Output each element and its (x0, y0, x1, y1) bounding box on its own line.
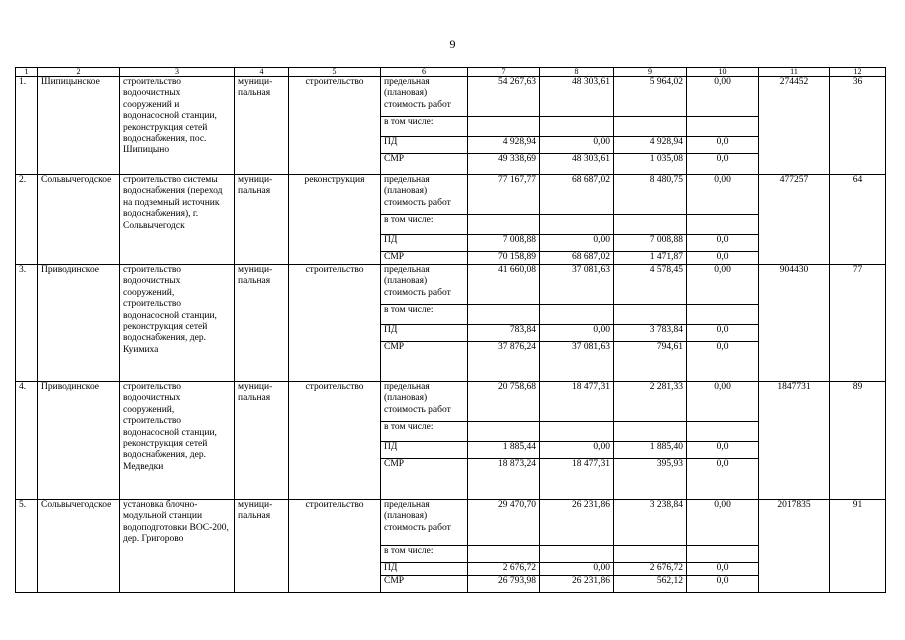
smr-col10: 0,0 (687, 459, 759, 500)
pd-col8: 0,00 (540, 563, 614, 576)
settlement-cell: Сольвычегодское (38, 500, 120, 593)
smr-col9: 562,12 (614, 576, 687, 593)
total-col7: 41 660,08 (468, 265, 540, 305)
pd-col10: 0,0 (687, 235, 759, 252)
pd-label: ПД (381, 563, 468, 576)
empty-cell (614, 422, 687, 442)
investment-table (15, 67, 886, 593)
pd-label: ПД (381, 137, 468, 154)
ownership-cell: муници-пальная (235, 265, 289, 382)
col11-value: 274452 (759, 77, 830, 175)
empty-cell (540, 305, 614, 325)
row-number: 5. (16, 500, 38, 593)
smr-label: СМР (381, 342, 468, 382)
row-number: 4. (16, 382, 38, 500)
including-label: в том числе: (381, 546, 468, 563)
smr-col9: 1 035,08 (614, 154, 687, 175)
settlement-cell: Шипицынское (38, 77, 120, 175)
table-row (16, 500, 886, 546)
empty-cell (687, 305, 759, 325)
pd-label: ПД (381, 235, 468, 252)
including-label: в том числе: (381, 422, 468, 442)
table-row (16, 175, 886, 215)
empty-cell (468, 422, 540, 442)
total-col7: 54 267,63 (468, 77, 540, 117)
empty-cell (687, 422, 759, 442)
work-type-cell: строительство (289, 382, 381, 500)
table-row (16, 77, 886, 117)
smr-label: СМР (381, 459, 468, 500)
total-col10: 0,00 (687, 77, 759, 117)
column-number: 11 (759, 68, 830, 77)
pd-col9: 3 783,84 (614, 325, 687, 342)
column-number: 4 (235, 68, 289, 77)
col11-value: 1847731 (759, 382, 830, 500)
pd-col8: 0,00 (540, 442, 614, 459)
smr-col9: 395,93 (614, 459, 687, 500)
row-number: 3. (16, 265, 38, 382)
smr-col8: 37 081,63 (540, 342, 614, 382)
pd-col10: 0,0 (687, 563, 759, 576)
empty-cell (687, 215, 759, 235)
pd-label: ПД (381, 442, 468, 459)
empty-cell (540, 422, 614, 442)
pd-col9: 4 928,94 (614, 137, 687, 154)
col12-value: 91 (830, 500, 886, 593)
smr-col8: 18 477,31 (540, 459, 614, 500)
column-number-row (16, 68, 886, 77)
empty-cell (540, 117, 614, 137)
empty-cell (614, 215, 687, 235)
cost-label: предельная (плановая) стоимость работ (381, 382, 468, 422)
total-col7: 20 758,68 (468, 382, 540, 422)
including-label: в том числе: (381, 215, 468, 235)
total-col7: 77 167,77 (468, 175, 540, 215)
col12-value: 77 (830, 265, 886, 382)
total-col8: 68 687,02 (540, 175, 614, 215)
pd-col10: 0,0 (687, 442, 759, 459)
empty-cell (614, 117, 687, 137)
pd-col7: 2 676,72 (468, 563, 540, 576)
smr-label: СМР (381, 252, 468, 265)
col12-value: 36 (830, 77, 886, 175)
column-number: 2 (38, 68, 120, 77)
smr-col10: 0,0 (687, 342, 759, 382)
settlement-cell: Сольвычегодское (38, 175, 120, 265)
total-col10: 0,00 (687, 175, 759, 215)
empty-cell (614, 546, 687, 563)
empty-cell (540, 546, 614, 563)
pd-col9: 2 676,72 (614, 563, 687, 576)
object-description: строительство водоочистных сооружений, строительство водонасосной станции, реконструкция сетей водоснабжения, дер. Куимиха (120, 265, 235, 382)
work-type-cell: реконструкция (289, 175, 381, 265)
col11-value: 904430 (759, 265, 830, 382)
work-type-cell: строительство (289, 77, 381, 175)
smr-col10: 0,0 (687, 252, 759, 265)
pd-col7: 7 008,88 (468, 235, 540, 252)
page-number: 9 (449, 37, 456, 51)
row-number: 1. (16, 77, 38, 175)
column-number: 8 (540, 68, 614, 77)
total-col9: 4 578,45 (614, 265, 687, 305)
smr-col8: 48 303,61 (540, 154, 614, 175)
object-description: установка блочно-модульной станции водоподготовки ВОС-200, дер. Григорово (120, 500, 235, 593)
total-col7: 29 470,70 (468, 500, 540, 546)
empty-cell (468, 305, 540, 325)
object-description: строительство системы водоснабжения (переход на подземный источник водоснабжения), г. Сольвычегодск (120, 175, 235, 265)
settlement-cell: Приводинское (38, 382, 120, 500)
pd-col8: 0,00 (540, 235, 614, 252)
work-type-cell: строительство (289, 265, 381, 382)
empty-cell (468, 546, 540, 563)
col11-value: 2017835 (759, 500, 830, 593)
pd-col8: 0,00 (540, 137, 614, 154)
column-number: 5 (289, 68, 381, 77)
pd-col7: 783,84 (468, 325, 540, 342)
pd-col7: 4 928,94 (468, 137, 540, 154)
smr-col7: 37 876,24 (468, 342, 540, 382)
empty-cell (468, 117, 540, 137)
total-col9: 3 238,84 (614, 500, 687, 546)
smr-label: СМР (381, 576, 468, 593)
total-col9: 5 964,02 (614, 77, 687, 117)
empty-cell (468, 215, 540, 235)
smr-col9: 1 471,87 (614, 252, 687, 265)
total-col10: 0,00 (687, 382, 759, 422)
empty-cell (614, 305, 687, 325)
smr-col7: 26 793,98 (468, 576, 540, 593)
total-col9: 2 281,33 (614, 382, 687, 422)
cost-label: предельная (плановая) стоимость работ (381, 175, 468, 215)
empty-cell (540, 215, 614, 235)
total-col10: 0,00 (687, 265, 759, 305)
empty-cell (687, 546, 759, 563)
smr-col7: 70 158,89 (468, 252, 540, 265)
table-body (16, 68, 886, 593)
smr-col8: 68 687,02 (540, 252, 614, 265)
row-number: 2. (16, 175, 38, 265)
col12-value: 64 (830, 175, 886, 265)
smr-label: СМР (381, 154, 468, 175)
ownership-cell: муници-пальная (235, 500, 289, 593)
table-row (16, 382, 886, 422)
total-col10: 0,00 (687, 500, 759, 546)
total-col9: 8 480,75 (614, 175, 687, 215)
col11-value: 477257 (759, 175, 830, 265)
cost-label: предельная (плановая) стоимость работ (381, 77, 468, 117)
pd-col9: 1 885,40 (614, 442, 687, 459)
work-type-cell: строительство (289, 500, 381, 593)
cost-label: предельная (плановая) стоимость работ (381, 265, 468, 305)
ownership-cell: муници-пальная (235, 382, 289, 500)
column-number: 12 (830, 68, 886, 77)
total-col8: 26 231,86 (540, 500, 614, 546)
total-col8: 48 303,61 (540, 77, 614, 117)
pd-col10: 0,0 (687, 325, 759, 342)
smr-col10: 0,0 (687, 576, 759, 593)
column-number: 9 (614, 68, 687, 77)
col12-value: 89 (830, 382, 886, 500)
including-label: в том числе: (381, 305, 468, 325)
including-label: в том числе: (381, 117, 468, 137)
pd-label: ПД (381, 325, 468, 342)
column-number: 3 (120, 68, 235, 77)
column-number: 6 (381, 68, 468, 77)
column-number: 10 (687, 68, 759, 77)
total-col8: 18 477,31 (540, 382, 614, 422)
object-description: строительство водоочистных сооружений, строительство водонасосной станции, реконструкция сетей водоснабжения, дер. Медведки (120, 382, 235, 500)
column-number: 7 (468, 68, 540, 77)
smr-col7: 18 873,24 (468, 459, 540, 500)
pd-col10: 0,0 (687, 137, 759, 154)
table-row (16, 265, 886, 305)
pd-col8: 0,00 (540, 325, 614, 342)
pd-col7: 1 885,44 (468, 442, 540, 459)
cost-label: предельная (плановая) стоимость работ (381, 500, 468, 546)
ownership-cell: муници-пальная (235, 175, 289, 265)
column-number: 1 (16, 68, 38, 77)
smr-col7: 49 338,69 (468, 154, 540, 175)
smr-col10: 0,0 (687, 154, 759, 175)
pd-col9: 7 008,88 (614, 235, 687, 252)
empty-cell (687, 117, 759, 137)
smr-col9: 794,61 (614, 342, 687, 382)
smr-col8: 26 231,86 (540, 576, 614, 593)
total-col8: 37 081,63 (540, 265, 614, 305)
object-description: строительство водоочистных сооружений и водонасосной станции, реконструкция сетей водоснабжения, пос. Шипицыно (120, 77, 235, 175)
settlement-cell: Приводинское (38, 265, 120, 382)
ownership-cell: муници-пальная (235, 77, 289, 175)
